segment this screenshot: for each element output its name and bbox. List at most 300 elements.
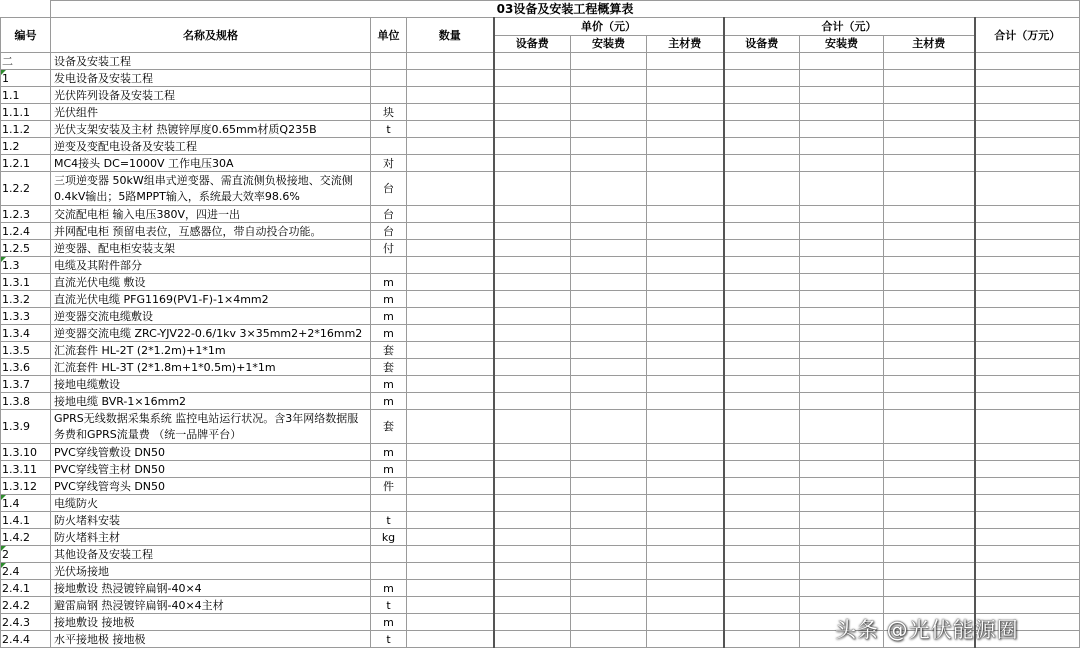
- header-unit-price: 单价（元）: [494, 18, 724, 36]
- row-unit-price-material: [647, 512, 724, 529]
- row-total-install: [800, 70, 884, 87]
- row-unit-price-install: [571, 410, 647, 444]
- row-unit: 件: [371, 478, 407, 495]
- row-qty: [407, 342, 494, 359]
- table-row: [1, 580, 1080, 597]
- row-unit-price-equipment: [494, 597, 571, 614]
- row-qty: [407, 614, 494, 631]
- row-code: 1.4.2: [1, 529, 51, 546]
- header-sub-install-total: 安装费: [800, 35, 884, 53]
- row-grand-total: [975, 376, 1080, 393]
- row-grand-total: [975, 308, 1080, 325]
- row-unit-price-material: [647, 410, 724, 444]
- row-total-equipment: [724, 70, 800, 87]
- row-code: 1.3.9: [1, 410, 51, 444]
- header-code: 编号: [1, 18, 51, 53]
- row-unit-price-equipment: [494, 121, 571, 138]
- row-name: 接地电缆敷设: [51, 376, 371, 393]
- header-name: 名称及规格: [51, 18, 371, 53]
- row-total-material: [884, 478, 975, 495]
- row-name: 设备及安装工程: [51, 53, 371, 70]
- row-name: 电缆防火: [51, 495, 371, 512]
- header-sub-equipment: 设备费: [494, 35, 571, 53]
- row-unit-price-equipment: [494, 138, 571, 155]
- row-qty: [407, 495, 494, 512]
- table-row: [1, 563, 1080, 580]
- row-grand-total: [975, 529, 1080, 546]
- row-total-material: [884, 308, 975, 325]
- row-unit-price-install: [571, 53, 647, 70]
- row-unit-price-equipment: [494, 529, 571, 546]
- row-total-equipment: [724, 155, 800, 172]
- row-code: 1.2.1: [1, 155, 51, 172]
- row-code: 2.4.2: [1, 597, 51, 614]
- row-unit-price-install: [571, 376, 647, 393]
- row-total-material: [884, 274, 975, 291]
- table-row: [1, 359, 1080, 376]
- row-name: 水平接地极 接地极: [51, 631, 371, 648]
- row-total-equipment: [724, 512, 800, 529]
- row-unit-price-install: [571, 325, 647, 342]
- row-unit-price-equipment: [494, 104, 571, 121]
- row-name: PVC穿线管弯头 DN50: [51, 478, 371, 495]
- row-unit-price-equipment: [494, 206, 571, 223]
- table-title: 03设备及安装工程概算表: [51, 1, 1080, 18]
- row-unit-price-equipment: [494, 325, 571, 342]
- row-name: 逆变及变配电设备及安装工程: [51, 138, 371, 155]
- row-total-material: [884, 325, 975, 342]
- row-name: 汇流套件 HL-2T (2*1.2m)+1*1m: [51, 342, 371, 359]
- row-total-install: [800, 104, 884, 121]
- row-unit-price-material: [647, 546, 724, 563]
- row-qty: [407, 240, 494, 257]
- row-total-install: [800, 359, 884, 376]
- row-total-install: [800, 274, 884, 291]
- row-unit: 块: [371, 104, 407, 121]
- row-total-equipment: [724, 257, 800, 274]
- row-code: 1.4: [1, 495, 51, 512]
- row-unit: m: [371, 461, 407, 478]
- row-grand-total: [975, 342, 1080, 359]
- row-unit: m: [371, 291, 407, 308]
- row-total-equipment: [724, 563, 800, 580]
- header-sub-equipment-total: 设备费: [724, 35, 800, 53]
- row-total-install: [800, 291, 884, 308]
- row-unit: 台: [371, 206, 407, 223]
- row-total-material: [884, 53, 975, 70]
- row-unit: 套: [371, 410, 407, 444]
- row-grand-total: [975, 223, 1080, 240]
- row-unit: [371, 53, 407, 70]
- row-unit-price-equipment: [494, 512, 571, 529]
- row-grand-total: [975, 546, 1080, 563]
- row-grand-total: [975, 563, 1080, 580]
- table-row: [1, 529, 1080, 546]
- table-row: [1, 172, 1080, 206]
- row-total-install: [800, 529, 884, 546]
- row-unit-price-material: [647, 70, 724, 87]
- row-name: 接地敷设 热浸镀锌扁钢-40×4: [51, 580, 371, 597]
- row-qty: [407, 70, 494, 87]
- row-name: 光伏阵列设备及安装工程: [51, 87, 371, 104]
- row-total-material: [884, 461, 975, 478]
- row-total-install: [800, 546, 884, 563]
- row-code: 1.3.1: [1, 274, 51, 291]
- row-unit-price-material: [647, 87, 724, 104]
- table-row: [1, 410, 1080, 444]
- row-code: 1.3.3: [1, 308, 51, 325]
- row-total-install: [800, 206, 884, 223]
- row-unit-price-install: [571, 444, 647, 461]
- row-unit-price-material: [647, 631, 724, 648]
- row-unit-price-material: [647, 325, 724, 342]
- row-qty: [407, 172, 494, 206]
- row-unit-price-install: [571, 631, 647, 648]
- row-unit-price-install: [571, 257, 647, 274]
- row-total-material: [884, 512, 975, 529]
- row-grand-total: [975, 155, 1080, 172]
- row-grand-total: [975, 580, 1080, 597]
- row-total-install: [800, 138, 884, 155]
- row-unit: 套: [371, 342, 407, 359]
- row-name: 防火堵料主材: [51, 529, 371, 546]
- row-total-install: [800, 580, 884, 597]
- row-total-material: [884, 495, 975, 512]
- header-sub-material-total: 主材费: [884, 35, 975, 53]
- row-unit-price-material: [647, 376, 724, 393]
- table-row: [1, 87, 1080, 104]
- row-unit-price-material: [647, 240, 724, 257]
- table-row: [1, 291, 1080, 308]
- row-unit-price-equipment: [494, 308, 571, 325]
- row-qty: [407, 461, 494, 478]
- row-qty: [407, 104, 494, 121]
- row-unit: [371, 546, 407, 563]
- row-total-equipment: [724, 444, 800, 461]
- row-unit-price-install: [571, 87, 647, 104]
- row-qty: [407, 529, 494, 546]
- row-unit-price-install: [571, 206, 647, 223]
- row-qty: [407, 53, 494, 70]
- row-grand-total: [975, 325, 1080, 342]
- row-unit-price-install: [571, 291, 647, 308]
- row-total-material: [884, 393, 975, 410]
- row-unit: m: [371, 325, 407, 342]
- row-code: 1.3.7: [1, 376, 51, 393]
- row-name: 避雷扁钢 热浸镀锌扁钢-40×4主材: [51, 597, 371, 614]
- row-unit-price-equipment: [494, 257, 571, 274]
- row-grand-total: [975, 104, 1080, 121]
- row-total-equipment: [724, 359, 800, 376]
- table-row: [1, 376, 1080, 393]
- row-total-install: [800, 495, 884, 512]
- table-row: [1, 240, 1080, 257]
- row-qty: [407, 563, 494, 580]
- row-total-install: [800, 597, 884, 614]
- row-unit-price-material: [647, 393, 724, 410]
- row-name: 光伏支架安装及主材 热镀锌厚度0.65mm材质Q235B: [51, 121, 371, 138]
- row-name: 汇流套件 HL-3T (2*1.8m+1*0.5m)+1*1m: [51, 359, 371, 376]
- row-unit: [371, 495, 407, 512]
- row-name: 逆变器交流电缆 ZRC-YJV22-0.6/1kv 3×35mm2+2*16mm2: [51, 325, 371, 342]
- row-code: 1.3.6: [1, 359, 51, 376]
- row-unit-price-install: [571, 240, 647, 257]
- row-unit: m: [371, 393, 407, 410]
- row-unit-price-install: [571, 308, 647, 325]
- row-unit-price-material: [647, 614, 724, 631]
- row-grand-total: [975, 240, 1080, 257]
- row-unit-price-install: [571, 529, 647, 546]
- row-name: PVC穿线管主材 DN50: [51, 461, 371, 478]
- row-unit-price-equipment: [494, 631, 571, 648]
- row-total-install: [800, 376, 884, 393]
- row-grand-total: [975, 393, 1080, 410]
- row-qty: [407, 206, 494, 223]
- row-total-install: [800, 121, 884, 138]
- row-unit-price-install: [571, 614, 647, 631]
- table-row: [1, 274, 1080, 291]
- row-unit-price-install: [571, 223, 647, 240]
- row-qty: [407, 410, 494, 444]
- row-unit-price-equipment: [494, 563, 571, 580]
- row-code: 2.4.3: [1, 614, 51, 631]
- row-unit-price-install: [571, 563, 647, 580]
- row-unit-price-install: [571, 393, 647, 410]
- row-name: 其他设备及安装工程: [51, 546, 371, 563]
- row-grand-total: [975, 291, 1080, 308]
- row-name: 直流光伏电缆 敷设: [51, 274, 371, 291]
- row-name: 发电设备及安装工程: [51, 70, 371, 87]
- row-unit-price-material: [647, 121, 724, 138]
- row-total-install: [800, 155, 884, 172]
- row-unit: 台: [371, 172, 407, 206]
- row-unit-price-equipment: [494, 240, 571, 257]
- row-code: 1.2.5: [1, 240, 51, 257]
- row-name: 光伏组件: [51, 104, 371, 121]
- header-unit: 单位: [371, 18, 407, 53]
- row-total-material: [884, 444, 975, 461]
- row-total-equipment: [724, 104, 800, 121]
- row-unit: 对: [371, 155, 407, 172]
- row-total-material: [884, 597, 975, 614]
- row-grand-total: [975, 478, 1080, 495]
- row-total-equipment: [724, 206, 800, 223]
- row-unit: t: [371, 597, 407, 614]
- row-unit: [371, 138, 407, 155]
- row-total-material: [884, 121, 975, 138]
- row-unit-price-install: [571, 138, 647, 155]
- table-row: [1, 53, 1080, 70]
- row-unit-price-equipment: [494, 359, 571, 376]
- row-total-material: [884, 155, 975, 172]
- row-unit-price-install: [571, 342, 647, 359]
- row-code: 2.4: [1, 563, 51, 580]
- row-total-install: [800, 342, 884, 359]
- table-row: [1, 393, 1080, 410]
- table-row: [1, 70, 1080, 87]
- row-unit-price-equipment: [494, 70, 571, 87]
- row-unit-price-install: [571, 274, 647, 291]
- row-unit-price-install: [571, 172, 647, 206]
- row-qty: [407, 631, 494, 648]
- row-total-material: [884, 410, 975, 444]
- row-qty: [407, 138, 494, 155]
- row-total-material: [884, 172, 975, 206]
- row-qty: [407, 359, 494, 376]
- row-grand-total: [975, 257, 1080, 274]
- row-unit-price-material: [647, 223, 724, 240]
- row-unit-price-install: [571, 104, 647, 121]
- row-unit: t: [371, 121, 407, 138]
- row-unit: [371, 257, 407, 274]
- row-grand-total: [975, 172, 1080, 206]
- row-total-equipment: [724, 478, 800, 495]
- table-row: [1, 478, 1080, 495]
- row-grand-total: [975, 444, 1080, 461]
- row-total-material: [884, 529, 975, 546]
- row-qty: [407, 580, 494, 597]
- row-unit-price-equipment: [494, 291, 571, 308]
- row-unit: m: [371, 614, 407, 631]
- row-code: 1.2.3: [1, 206, 51, 223]
- row-total-equipment: [724, 308, 800, 325]
- row-unit-price-equipment: [494, 87, 571, 104]
- row-unit: m: [371, 580, 407, 597]
- row-unit: [371, 70, 407, 87]
- row-unit-price-install: [571, 70, 647, 87]
- row-qty: [407, 291, 494, 308]
- row-total-material: [884, 291, 975, 308]
- row-qty: [407, 325, 494, 342]
- row-unit: kg: [371, 529, 407, 546]
- table-row: [1, 121, 1080, 138]
- row-code: 1.2.2: [1, 172, 51, 206]
- row-total-equipment: [724, 495, 800, 512]
- row-grand-total: [975, 495, 1080, 512]
- row-unit-price-equipment: [494, 614, 571, 631]
- row-qty: [407, 121, 494, 138]
- row-unit: m: [371, 444, 407, 461]
- row-total-install: [800, 393, 884, 410]
- row-unit: m: [371, 274, 407, 291]
- row-unit-price-material: [647, 342, 724, 359]
- row-unit-price-equipment: [494, 393, 571, 410]
- row-unit: m: [371, 308, 407, 325]
- row-total-material: [884, 257, 975, 274]
- row-total-equipment: [724, 546, 800, 563]
- row-unit-price-material: [647, 206, 724, 223]
- row-name: MC4接头 DC=1000V 工作电压30A: [51, 155, 371, 172]
- row-unit-price-install: [571, 495, 647, 512]
- row-total-install: [800, 444, 884, 461]
- row-unit-price-install: [571, 478, 647, 495]
- row-unit-price-material: [647, 53, 724, 70]
- row-total-equipment: [724, 121, 800, 138]
- row-unit-price-material: [647, 104, 724, 121]
- row-unit-price-install: [571, 597, 647, 614]
- row-total-install: [800, 172, 884, 206]
- row-grand-total: [975, 359, 1080, 376]
- row-total-equipment: [724, 342, 800, 359]
- row-total-equipment: [724, 529, 800, 546]
- row-unit-price-equipment: [494, 155, 571, 172]
- row-unit-price-install: [571, 546, 647, 563]
- row-total-install: [800, 223, 884, 240]
- table-row: [1, 223, 1080, 240]
- row-code: 1.1.1: [1, 104, 51, 121]
- row-unit: [371, 563, 407, 580]
- row-unit-price-material: [647, 563, 724, 580]
- row-total-material: [884, 359, 975, 376]
- row-name: GPRS无线数据采集系统 监控电站运行状况。含3年网络数据服务费和GPRS流量费 （统一品牌平台）: [51, 410, 371, 444]
- row-total-material: [884, 206, 975, 223]
- row-unit: t: [371, 512, 407, 529]
- row-code: 1.3.11: [1, 461, 51, 478]
- row-total-material: [884, 563, 975, 580]
- row-total-equipment: [724, 597, 800, 614]
- row-total-install: [800, 478, 884, 495]
- row-unit-price-material: [647, 529, 724, 546]
- row-grand-total: [975, 274, 1080, 291]
- row-unit-price-material: [647, 580, 724, 597]
- row-grand-total: [975, 461, 1080, 478]
- row-total-equipment: [724, 614, 800, 631]
- row-unit: 套: [371, 359, 407, 376]
- row-total-equipment: [724, 461, 800, 478]
- row-unit: t: [371, 631, 407, 648]
- row-unit-price-equipment: [494, 376, 571, 393]
- row-code: 1.2: [1, 138, 51, 155]
- table-row: [1, 325, 1080, 342]
- row-unit: 台: [371, 223, 407, 240]
- row-unit-price-material: [647, 274, 724, 291]
- row-name: 光伏场接地: [51, 563, 371, 580]
- row-grand-total: [975, 597, 1080, 614]
- row-total-material: [884, 240, 975, 257]
- table-row: [1, 155, 1080, 172]
- row-qty: [407, 444, 494, 461]
- row-code: 1.3.2: [1, 291, 51, 308]
- table-row: [1, 257, 1080, 274]
- row-grand-total: [975, 410, 1080, 444]
- table-row: [1, 512, 1080, 529]
- row-total-material: [884, 223, 975, 240]
- header-sub-install: 安装费: [571, 35, 647, 53]
- row-code: 1.2.4: [1, 223, 51, 240]
- row-code: 1.1.2: [1, 121, 51, 138]
- row-code: 1: [1, 70, 51, 87]
- row-unit-price-equipment: [494, 342, 571, 359]
- row-unit-price-install: [571, 155, 647, 172]
- row-code: 二: [1, 53, 51, 70]
- table-row: [1, 342, 1080, 359]
- row-total-equipment: [724, 240, 800, 257]
- row-total-material: [884, 138, 975, 155]
- row-total-install: [800, 308, 884, 325]
- row-total-install: [800, 461, 884, 478]
- row-code: 1.3.4: [1, 325, 51, 342]
- row-unit-price-material: [647, 257, 724, 274]
- row-total-equipment: [724, 393, 800, 410]
- row-total-install: [800, 240, 884, 257]
- row-code: 1.3.12: [1, 478, 51, 495]
- row-total-equipment: [724, 53, 800, 70]
- row-unit-price-equipment: [494, 410, 571, 444]
- row-unit-price-equipment: [494, 274, 571, 291]
- row-unit-price-equipment: [494, 478, 571, 495]
- row-total-equipment: [724, 274, 800, 291]
- corner-cell: [1, 1, 51, 18]
